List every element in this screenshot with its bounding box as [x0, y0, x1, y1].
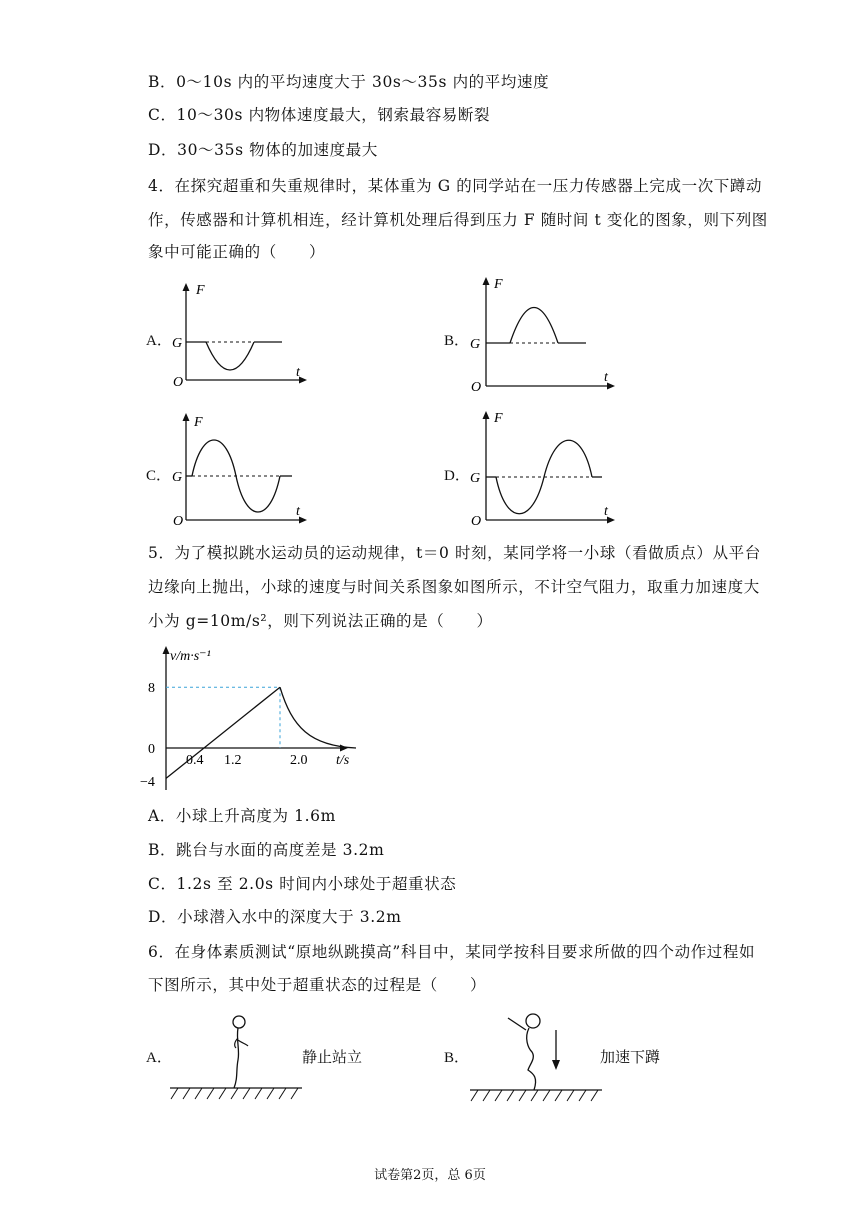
- graph-o-label: O: [471, 380, 482, 394]
- graph-t-label: t: [604, 370, 608, 385]
- graph-g-label: G: [172, 336, 183, 351]
- graph-g-label: G: [470, 471, 481, 486]
- q5-option-a: A．小球上升高度为 1.6m: [148, 807, 336, 825]
- q4-option-c-letter: C．: [146, 468, 172, 484]
- q4-graph-c: [170, 410, 310, 528]
- q6-option-a-letter: A．: [146, 1050, 172, 1066]
- q5-option-d: D．小球潜入水中的深度大于 3.2m: [148, 908, 402, 926]
- q4-stem-line-1: 4．在探究超重和失重规律时，某体重为 G 的同学站在一压力传感器上完成一次下蹲动: [148, 177, 763, 195]
- y-axis-label: v/m·s⁻¹: [170, 649, 211, 664]
- q5-velocity-time-chart: [140, 640, 370, 800]
- q4-option-d-letter: D．: [444, 468, 470, 484]
- x-axis-label: t/s: [336, 753, 350, 768]
- q4-stem-line-2: 作，传感器和计算机相连，经计算机处理后得到压力 F 随时间 t 变化的图象，则下列图: [148, 211, 768, 229]
- velocity-curve-decay: [280, 687, 356, 748]
- q5-option-b: B．跳台与水面的高度差是 3.2m: [148, 841, 385, 859]
- graph-o-label: O: [173, 514, 184, 528]
- x-tick-2.0: 2.0: [290, 753, 308, 768]
- graph-t-label: t: [296, 365, 300, 380]
- q4-option-b-letter: B．: [444, 333, 470, 349]
- graph-g-label: G: [172, 470, 183, 485]
- q6-stem-line-1: 6．在身体素质测试“原地纵跳摸高”科目中，某同学按科目要求所做的四个动作过程如: [148, 943, 756, 961]
- graph-t-label: t: [296, 504, 300, 519]
- q4-graph-d: [468, 408, 618, 528]
- x-tick-0.4: 0.4: [186, 753, 204, 768]
- graph-t-label: t: [604, 504, 608, 519]
- q3-option-c: C．10～30s 内物体速度最大，钢索最容易断裂: [148, 106, 491, 124]
- q5-option-c: C．1.2s 至 2.0s 时间内小球处于超重状态: [148, 875, 457, 893]
- x-tick-1.2: 1.2: [224, 753, 242, 768]
- page-footer: 试卷第2页，总 6页: [374, 1168, 486, 1183]
- graph-f-label: F: [494, 411, 503, 426]
- q4-graph-b: [468, 274, 618, 394]
- q4-stem-line-3: 象中可能正确的（ ）: [148, 243, 326, 261]
- graph-o-label: O: [173, 375, 184, 390]
- y-tick-8: 8: [148, 681, 155, 696]
- q5-stem-line-3: 小为 g=10m/s²，则下列说法正确的是（ ）: [148, 612, 493, 630]
- q6-stem-line-2: 下图所示，其中处于超重状态的过程是（ ）: [148, 976, 487, 994]
- graph-g-label: G: [470, 337, 481, 352]
- q6-figure-standing: [168, 1010, 304, 1102]
- graph-f-label: F: [194, 415, 203, 430]
- graph-f-label: F: [494, 277, 503, 292]
- y-tick-minus-4: −4: [140, 775, 155, 790]
- graph-o-label: O: [471, 514, 482, 528]
- q3-option-d: D．30～35s 物体的加速度最大: [148, 141, 378, 159]
- q6-option-b-caption: 加速下蹲: [600, 1048, 661, 1066]
- q5-stem-line-1: 5．为了模拟跳水运动员的运动规律，t＝0 时刻，某同学将一小球（看做质点）从平台: [148, 544, 761, 562]
- q4-graph-a: [170, 280, 310, 390]
- q6-figure-squatting: [468, 1008, 604, 1104]
- q4-option-a-letter: A．: [146, 333, 172, 349]
- q6-option-b-letter: B．: [444, 1050, 470, 1066]
- graph-f-label: F: [196, 283, 205, 298]
- q6-option-a-caption: 静止站立: [302, 1048, 363, 1066]
- y-tick-0: 0: [148, 742, 155, 757]
- q5-stem-line-2: 边缘向上抛出，小球的速度与时间关系图象如图所示，不计空气阻力，取重力加速度大: [148, 578, 760, 596]
- q3-option-b: B．0～10s 内的平均速度大于 30s～35s 内的平均速度: [148, 73, 550, 91]
- velocity-line-rising: [166, 687, 280, 778]
